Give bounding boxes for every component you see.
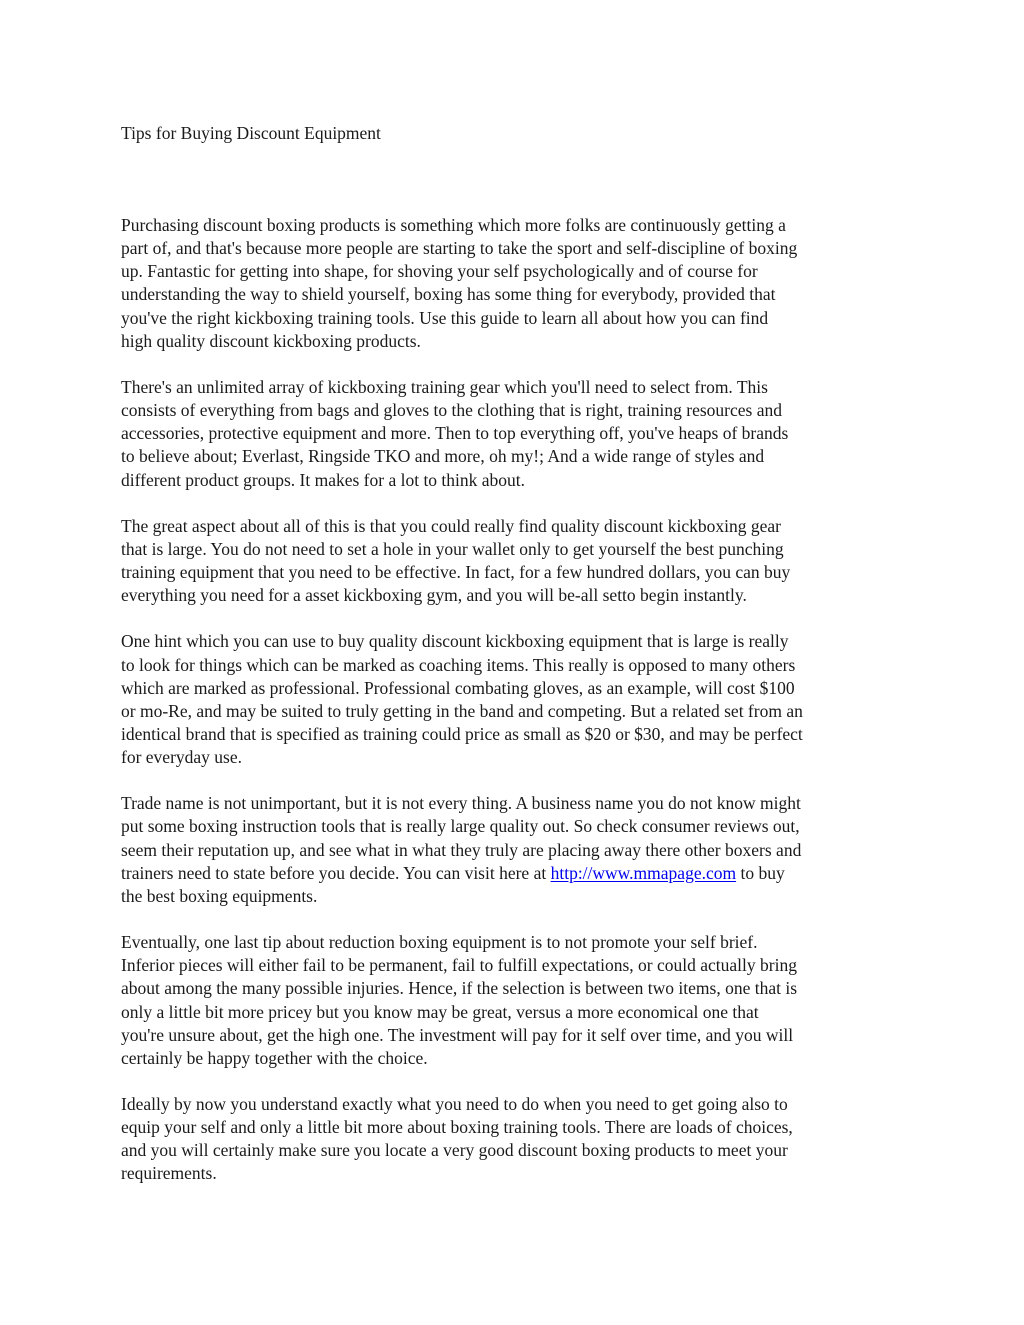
text-line: identical brand that is specified as training could price as small as $20 or $30, and may be perfect	[121, 723, 803, 744]
text-line: Purchasing discount boxing products is something which more folks are continuously getting a	[121, 215, 786, 235]
text-line: for everyday use.	[121, 747, 242, 768]
text-line: different product groups. It makes for a lot to think about.	[121, 469, 526, 490]
paragraph-6	[121, 931, 921, 1070]
paragraph-3	[121, 515, 921, 608]
text-line: Inferior pieces will either fail to be permanent, fail to fulfill expectations, or could actually bring	[121, 955, 797, 976]
text-line: training equipment that you need to be effective. In fact, for a few hundred dollars, you can buy	[121, 562, 791, 583]
text-line: to believe about; Everlast, Ringside TKO and more, oh my!; And a wide range of styles and	[121, 446, 765, 467]
paragraph-4	[121, 630, 921, 769]
text-line: Eventually, one last tip about reduction boxing equipment is to not promote your self brief.	[121, 932, 758, 953]
text-line: put some boxing instruction tools that is really large quality out. So check consumer reviews out,	[121, 816, 800, 837]
paragraph-2	[121, 376, 921, 492]
text-line: which are marked as professional. Professional combating gloves, as an example, will cost $100	[121, 677, 795, 698]
text-line: you've the right kickboxing training tools. Use this guide to learn all about how you can find	[121, 307, 769, 328]
paragraph-1	[121, 214, 921, 353]
link-line-after: to buy	[736, 862, 785, 883]
text-line: part of, and that's because more people are starting to take the sport and self-discipline of boxing	[121, 238, 798, 259]
text-line-with-link	[121, 862, 921, 885]
link-line-before: trainers need to state before you decide. You can visit here at	[121, 862, 551, 883]
text-line: Trade name is not unimportant, but it is not every thing. A business name you do not know might	[121, 793, 801, 814]
text-line: equip your self and only a little bit more about boxing training tools. There are loads of choices,	[121, 1117, 793, 1138]
document-body	[121, 214, 921, 1209]
text-line: that is large. You do not need to set a hole in your wallet only to get yourself the best punching	[121, 538, 784, 559]
text-line: One hint which you can use to buy quality discount kickboxing equipment that is large is really	[121, 631, 789, 652]
text-line: There's an unlimited array of kickboxing training gear which you'll need to select from. This	[121, 376, 768, 397]
text-line: and you will certainly make sure you locate a very good discount boxing products to meet your	[121, 1140, 788, 1161]
text-line: requirements.	[121, 1163, 217, 1184]
paragraph-5	[121, 792, 921, 908]
text-line: about among the many possible injuries. Hence, if the selection is between two items, one that is	[121, 978, 798, 999]
paragraph-7	[121, 1093, 921, 1186]
text-line: high quality discount kickboxing products.	[121, 330, 421, 351]
text-line: seem their reputation up, and see what in what they truly are placing away there other boxers and	[121, 839, 802, 860]
text-line: you're unsure about, get the high one. The investment will pay for it self over time, and you will	[121, 1024, 794, 1045]
text-line: The great aspect about all of this is that you could really find quality discount kickboxing gear	[121, 515, 781, 536]
text-line: to look for things which can be marked as coaching items. This really is opposed to many others	[121, 654, 796, 675]
text-line: everything you need for a asset kickboxing gym, and you will be-all setto begin instantly.	[121, 585, 747, 606]
document-title: Tips for Buying Discount Equipment	[121, 123, 381, 143]
text-line: certainly be happy together with the choice.	[121, 1047, 428, 1068]
text-line: or mo-Re, and may be suited to truly getting in the band and competing. But a related set from an	[121, 700, 803, 721]
text-line: consists of everything from bags and gloves to the clothing that is right, training resources and	[121, 400, 782, 421]
text-line: up. Fantastic for getting into shape, for shoving your self psychologically and of course for	[121, 261, 758, 282]
text-line: the best boxing equipments.	[121, 885, 318, 906]
text-line: accessories, protective equipment and more. Then to top everything off, you've heaps of brands	[121, 423, 789, 444]
mmapage-link[interactable]: http://www.mmapage.com	[550, 862, 737, 883]
text-line: only a little bit more pricey but you know may be great, versus a more economical one that	[121, 1001, 759, 1022]
text-line: Ideally by now you understand exactly what you need to do when you need to get going also to	[121, 1094, 788, 1114]
text-line: understanding the way to shield yourself, boxing has some thing for everybody, provided that	[121, 284, 776, 305]
